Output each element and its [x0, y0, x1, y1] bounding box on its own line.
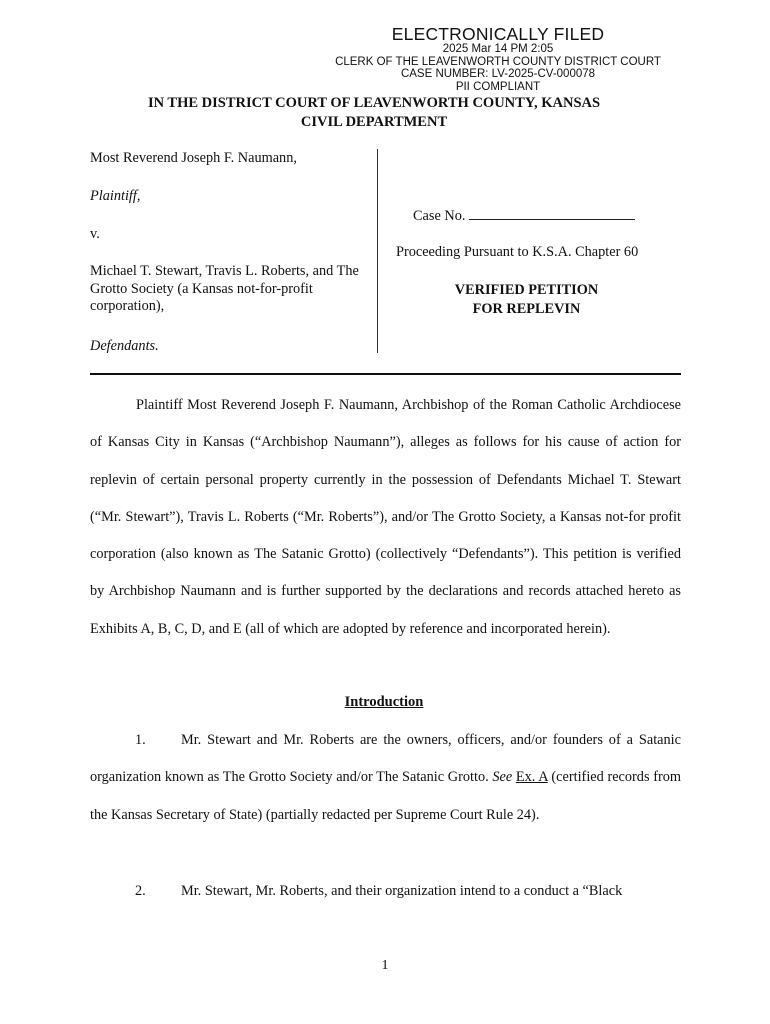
filing-stamp-pii: PII COMPLIANT	[455, 80, 541, 93]
intro-paragraph: Plaintiff Most Reverend Joseph F. Naumann, Archbishop of the Roman Catholic Archdiocese of Kansas City in Kansas (“Archbishop Naumann”), alleges as follows for his cause of action for replevin of certain personal property currently in the possession of Defendants Michael T. Stewart (“Mr. Stewart”), Travis L. Roberts (“Mr. Roberts”), and/or The Grotto Society, a Kansas not-for profit corporation (also known as The Satanic Grotto) (collectively “Defendants”). This petition is verified by Archbishop Naumann and is further supported by the declarations and records attached hereto as Exhibits A, B, C, D, and E (all of which are adopted by reference and incorporated herein).	[90, 397, 681, 637]
section-heading-text: Introduction	[344, 694, 424, 710]
filing-stamp-case-number: CASE NUMBER: LV-2025-CV-000078	[400, 68, 596, 81]
paragraph-number-2: 2.	[135, 883, 146, 899]
paragraph-2-text: Mr. Stewart, Mr. Roberts, and their organization intend to a conduct a “Black	[181, 883, 623, 899]
versus-label: v.	[90, 226, 100, 242]
defendants-label: Defendants.	[90, 338, 159, 354]
court-heading	[0, 94, 770, 132]
case-number-label: Case No.	[413, 208, 466, 224]
case-number-blank	[469, 206, 635, 220]
paragraph-1-text-b: (certified records from the Kansas Secretary of State) (partially redacted per Supreme Court Rule 24).	[90, 769, 681, 823]
proceeding-statute: Proceeding Pursuant to K.S.A. Chapter 60	[396, 244, 639, 260]
plaintiff-name: Most Reverend Joseph F. Naumann,	[90, 150, 297, 166]
paragraph-1-text-a: Mr. Stewart and Mr. Roberts are the owners, officers, and/or founders of a Satanic organization known as The Grotto Society and/or The Satanic Grotto.	[90, 732, 681, 786]
petition-title-line1: VERIFIED PETITION	[454, 282, 599, 298]
caption-divider	[377, 149, 378, 353]
numbered-paragraph-2	[90, 873, 681, 910]
defendants-names: Michael T. Stewart, Travis L. Roberts, and The Grotto Society (a Kansas not-for-profit corporation),	[90, 263, 359, 314]
petition-title	[380, 281, 673, 319]
petition-title-line2: FOR REPLEVIN	[472, 301, 581, 317]
case-number-field	[413, 206, 635, 225]
court-department: CIVIL DEPARTMENT	[300, 114, 448, 130]
filing-stamp-title: ELECTRONICALLY FILED	[391, 24, 605, 44]
filing-stamp-clerk: CLERK OF THE LEAVENWORTH COUNTY DISTRICT COURT	[335, 55, 661, 68]
court-name: IN THE DISTRICT COURT OF LEAVENWORTH COUNTY, KANSAS	[147, 95, 601, 111]
numbered-paragraph-1	[90, 722, 681, 834]
filing-stamp-details	[300, 43, 696, 93]
caption-rule	[90, 373, 681, 375]
see-signal: See	[492, 769, 513, 786]
filing-stamp-date: 2025 Mar 14 PM 2:05	[442, 43, 554, 55]
section-heading	[0, 694, 770, 711]
paragraph-number-1: 1.	[135, 732, 146, 748]
plaintiff-label: Plaintiff,	[90, 188, 141, 204]
exhibit-a-reference: Ex. A	[515, 769, 548, 786]
page-number: 1	[381, 958, 389, 973]
